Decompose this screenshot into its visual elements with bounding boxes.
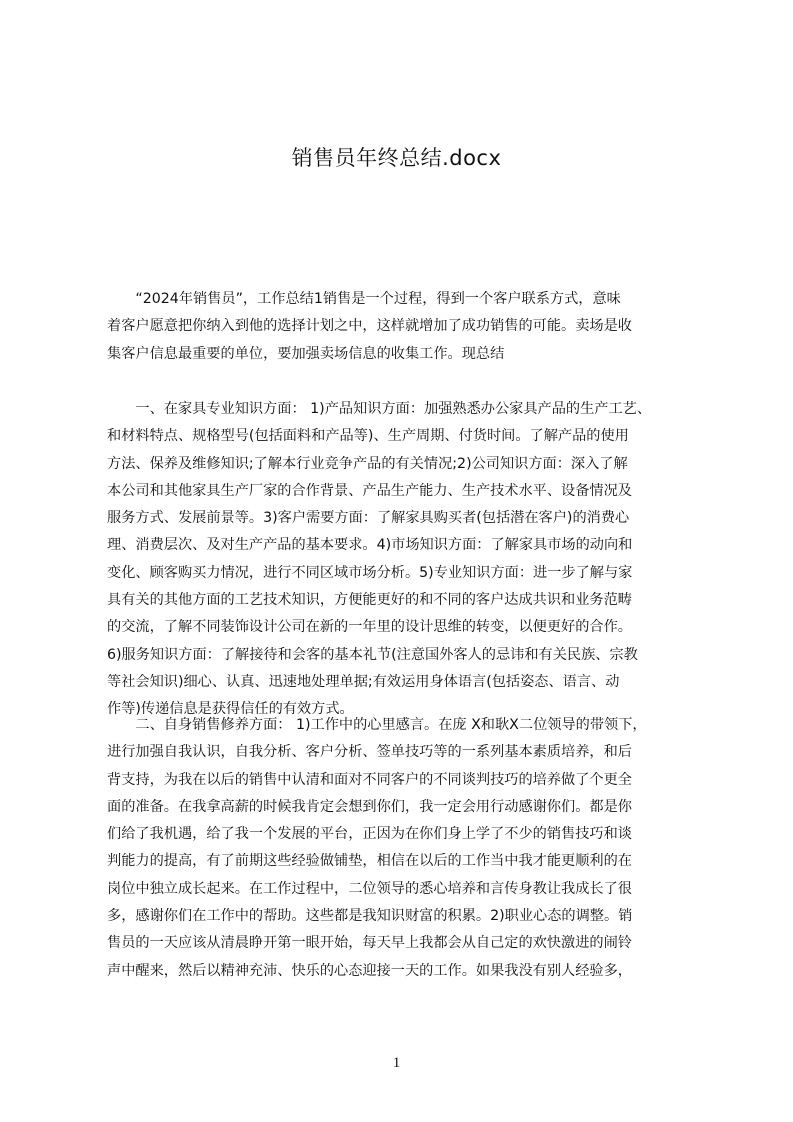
paragraph-intro [107, 286, 700, 368]
text-line: 们给了我机遇，给了我一个发展的平台，正因为在你们身上学了不少的销售技巧和谈 [107, 826, 632, 843]
paragraph-furniture-knowledge [107, 396, 700, 724]
text-line: 方法、保养及维修知识;了解本行业竞争产品的有关情况;2)公司知识方面：深入了解 [107, 455, 628, 472]
text-line: 一、在家具专业知识方面： 1)产品知识方面：加强熟悉办公家具产品的生产工艺、 [107, 401, 652, 417]
text-line: 岗位中独立成长起来。在工作过程中，二位领导的悉心培养和言传身教让我成长了很 [107, 880, 632, 897]
text-line: 理、消费层次、及对生产产品的基本要求。4)市场知识方面：了解家具市场的动向和 [107, 537, 633, 554]
text-line: 背支持，为我在以后的销售中认清和面对不同客户的不同谈判技巧的培养做了个更全 [107, 771, 632, 788]
text-line: 判能力的提高，有了前期这些经验做铺垫，相信在以后的工作当中我才能更顺利的在 [107, 853, 632, 870]
text-line: 本公司和其他家具生产厂家的合作背景、产品生产能力、生产技术水平、设备情况及 [107, 482, 632, 499]
text-line: 变化、顾客购买力情况，进行不同区域市场分析。5)专业知识方面：进一步了解与家 [107, 564, 633, 581]
text-line: 多，感谢你们在工作中的帮助。这些都是我知识财富的积累。2)职业心态的调整。销 [107, 908, 633, 925]
text-line: 进行加强自我认识，自我分析、客户分析、签单技巧等的一系列基本素质培养，和后 [107, 744, 632, 761]
text-line: 声中醒来，然后以精神充沛、快乐的心态迎接一天的工作。如果我没有别人经验多， [107, 962, 632, 979]
paragraph-self-cultivation [107, 712, 700, 985]
text-line: 二、自身销售修养方面： 1)工作中的心里感言。在庞 X和耿X二位领导的带领下， [107, 717, 647, 733]
document-title: 销售员年终总结.docx [291, 146, 502, 170]
page-number: 1 [392, 1055, 401, 1071]
text-line: 和材料特点、规格型号(包括面料和产品等)、生产周期、付货时间。了解产品的使用 [107, 428, 629, 445]
text-line: 着客户愿意把你纳入到他的选择计划之中，这样就增加了成功销售的可能。卖场是收 [107, 318, 632, 335]
text-line: 等社会知识)细心、认真、迅速地处理单据;有效运用身体语言(包括姿态、语言、动 [107, 673, 620, 690]
text-line: 6)服务知识方面：了解接待和会客的基本礼节(注意国外客人的忌讳和有关民族、宗教 [107, 646, 638, 663]
text-line: 服务方式、发展前景等。3)客户需要方面：了解家具购买者(包括潜在客户)的消费心 [107, 510, 630, 527]
text-line: 售员的一天应该从清晨睁开第一眼开始，每天早上我都会从自己定的欢快激进的闹铃 [107, 935, 632, 952]
text-line: 集客户信息最重要的单位，要加强卖场信息的收集工作。现总结 [107, 345, 505, 362]
text-line: 具有关的其他方面的工艺技术知识，方便能更好的和不同的客户达成共识和业务范畴 [107, 592, 632, 609]
text-line: “2024年销售员”，工作总结1销售是一个过程，得到一个客户联系方式，意味 [107, 291, 621, 307]
text-line: 面的准备。在我拿高薪的时候我肯定会想到你们，我一定会用行动感谢你们。都是你 [107, 798, 632, 815]
text-line: 作等)传递信息是获得信任的有效方式。 [107, 701, 354, 718]
text-line: 的交流，了解不同装饰设计公司在新的一年里的设计思维的转变，以便更好的合作。 [107, 619, 632, 636]
